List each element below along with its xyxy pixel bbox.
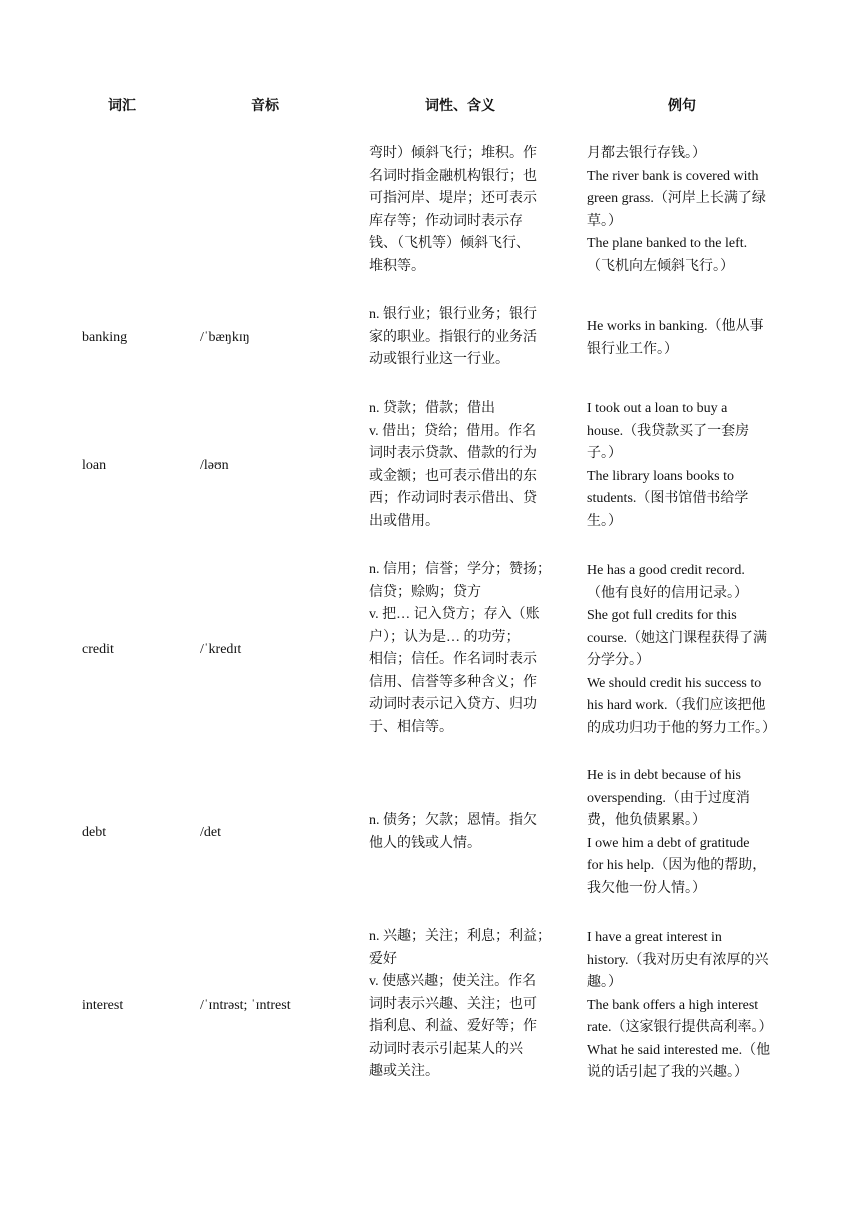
header-meaning: 词性、含义 (425, 98, 495, 114)
example-line: 费，他负债累累。） (587, 813, 706, 828)
definition-line: 户）；认为是… 的功劳； (369, 629, 520, 645)
definition-line: 家的职业。指银行的业务活 (369, 329, 537, 345)
definition-line: 动词时表示记入贷方、归功 (369, 697, 537, 712)
example-line: 月都去银行存钱。） (587, 146, 706, 161)
example-line: rate.（这家银行提供高利率。） (587, 1020, 773, 1035)
definition-line: 出或借用。 (369, 513, 439, 529)
example-cell (587, 316, 787, 361)
definition-line: 他人的钱或人情。 (369, 835, 481, 851)
example-line: 生。） (587, 513, 622, 529)
definition-line: v. 把… 记入贷方；存入（账 (369, 607, 540, 622)
definition-line: v. 使感兴趣；使关注。作名 (369, 974, 537, 989)
definition-line: 指利息、利益、爱好等；作 (369, 1019, 537, 1034)
definition-line: 信贷；赊购；贷方 (369, 584, 481, 600)
definition-line: 词时表示贷款、借款的行为 (369, 446, 537, 461)
definition-cell (369, 143, 551, 278)
definition-line: 词时表示兴趣、关注；也可 (369, 996, 537, 1012)
header-phonetic: 音标 (251, 98, 279, 114)
definition-line: 弯时）倾斜飞行；堆积。作 (369, 146, 537, 161)
definition-line: n. 信用；信誉；学分；赞扬； (369, 562, 551, 577)
definition-line: n. 兴趣；关注；利息；利益； (369, 929, 551, 944)
definition-line: 动词时表示引起某人的兴 (369, 1041, 523, 1057)
definition-cell (369, 304, 551, 372)
example-line: He is in debt because of his (587, 768, 741, 783)
phonetic-text: /ləʊn (200, 458, 229, 473)
example-line: I took out a loan to buy a (587, 401, 728, 416)
example-line: 我欠他一份人情。） (587, 880, 706, 896)
example-cell (587, 398, 787, 533)
example-line: （他有良好的信用记录。） (587, 585, 748, 601)
example-line: 子。） (587, 446, 622, 461)
example-line: （飞机向左倾斜飞行。） (587, 258, 734, 274)
example-line: history.（我对历史有浓厚的兴 (587, 952, 769, 968)
header-vocabulary: 词汇 (108, 98, 136, 114)
example-line: 分学分。） (587, 653, 650, 668)
example-line: I have a great interest in (587, 930, 722, 945)
definition-line: n. 银行业；银行业务；银行 (369, 307, 537, 322)
phonetic-text: /det (200, 825, 221, 840)
example-line: She got full credits for this (587, 608, 737, 623)
example-line: The bank offers a high interest (587, 997, 759, 1013)
definition-line: 爱好 (369, 951, 397, 967)
definition-cell (369, 559, 551, 739)
example-cell (587, 143, 787, 278)
example-line: his hard work.（我们应该把他 (587, 698, 766, 713)
example-line: 银行业工作。） (587, 341, 678, 357)
example-cell (587, 927, 787, 1085)
definition-line: v. 借出；贷给；借用。作名 (369, 423, 537, 439)
definition-line: 库存等；作动词时表示存 (369, 213, 523, 229)
example-line: for his help.（因为他的帮助， (587, 858, 767, 873)
definition-line: n. 贷款；借款；借出 (369, 401, 495, 416)
example-line: 说的话引起了我的兴趣。） (587, 1065, 748, 1080)
example-cell (587, 765, 787, 900)
definition-line: 名词时指金融机构银行；也 (369, 168, 537, 184)
definition-line: 西；作动词时表示借出、贷 (369, 491, 537, 506)
phonetic-text: /ˈkredɪt (200, 642, 242, 657)
definition-line: 堆积等。 (369, 258, 425, 274)
definition-line: 趣或关注。 (369, 1064, 439, 1079)
example-line: 趣。） (587, 975, 622, 990)
example-line: I owe him a debt of gratitude (587, 835, 750, 851)
vocabulary-word: loan (82, 458, 107, 473)
example-line: 的成功归功于他的努力工作。） (587, 720, 776, 736)
example-line: house.（我贷款买了一套房 (587, 423, 750, 439)
definition-line: 动或银行业这一行业。 (369, 352, 509, 367)
example-line: students.（图书馆借书给学 (587, 491, 749, 506)
example-line: The plane banked to the left. (587, 236, 748, 251)
vocabulary-word: interest (82, 998, 124, 1013)
example-line: He works in banking.（他从事 (587, 319, 764, 334)
definition-line: 钱、（飞机等）倾斜飞行、 (369, 236, 530, 251)
definition-line: 或金额；也可表示借出的东 (369, 468, 537, 484)
header-example: 例句 (668, 98, 696, 114)
example-line: 草。） (587, 213, 622, 229)
vocabulary-word: credit (82, 642, 114, 657)
example-line: We should credit his success to (587, 675, 762, 691)
example-line: The library loans books to (587, 468, 734, 484)
definition-line: 信用、信誉等多种含义；作 (369, 674, 537, 690)
definition-cell (369, 398, 551, 533)
definition-line: 可指河岸、堤岸；还可表示 (369, 191, 537, 206)
definition-cell (369, 810, 551, 855)
example-line: green grass.（河岸上长满了绿 (587, 191, 766, 206)
phonetic-text: /ˈbæŋkɪŋ (200, 330, 250, 345)
example-line: overspending.（由于过度消 (587, 790, 750, 806)
definition-line: 相信；信任。作名词时表示 (369, 652, 537, 667)
example-line: He has a good credit record. (587, 563, 745, 578)
definition-line: n. 债务；欠款；恩情。指欠 (369, 813, 537, 828)
definition-line: 于、相信等。 (369, 719, 453, 735)
example-line: course.（她这门课程获得了满 (587, 630, 768, 646)
definition-cell (369, 926, 551, 1084)
example-line: What he said interested me.（他 (587, 1042, 771, 1058)
vocabulary-word: debt (82, 825, 107, 840)
phonetic-text: /ˈɪntrəst; ˈɪntrest (200, 998, 291, 1013)
example-line: The river bank is covered with (587, 168, 759, 184)
vocabulary-word: banking (82, 330, 128, 345)
example-cell (587, 560, 787, 740)
